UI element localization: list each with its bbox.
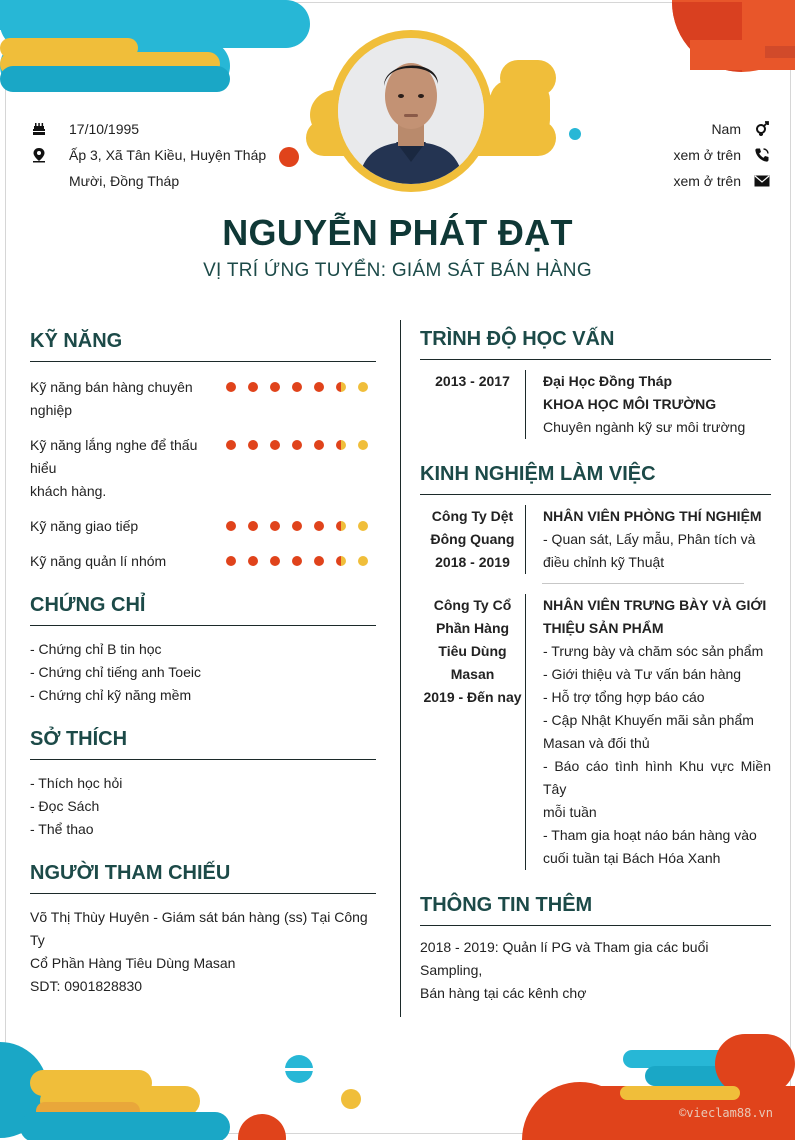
cake-icon — [30, 120, 48, 138]
references-title: NGƯỜI THAM CHIẾU — [30, 862, 376, 894]
job-entry — [420, 505, 771, 574]
extra-title: THÔNG TIN THÊM — [420, 894, 771, 926]
rating-dot — [226, 440, 236, 450]
rating-dot — [248, 382, 258, 392]
applied-position: VỊ TRÍ ỨNG TUYỂN: GIÁM SÁT BÁN HÀNG — [203, 260, 592, 281]
job-body — [525, 505, 771, 574]
extra-section — [420, 894, 771, 1005]
job-desc-line: Masan và đối thủ — [543, 735, 650, 751]
rating-dot — [336, 382, 346, 392]
list-item: - Thể thao — [30, 821, 94, 837]
rating-dot — [270, 440, 280, 450]
skill-rating — [226, 440, 368, 450]
skills-section — [30, 330, 376, 573]
education-entry — [420, 370, 771, 439]
rating-dot — [314, 521, 324, 531]
phone-value[interactable]: xem ở trên — [673, 147, 741, 163]
address-row — [30, 142, 280, 194]
gender-icon — [753, 120, 771, 138]
profile-photo — [338, 38, 484, 184]
skill-rating — [226, 556, 368, 566]
birthday-value: 17/10/1995 — [69, 121, 140, 137]
major-detail: Chuyên ngành kỹ sư môi trường — [543, 419, 746, 435]
candidate-name: NGUYỄN PHÁT ĐẠT — [222, 212, 573, 253]
bottom-right-decoration — [520, 1030, 795, 1140]
email-row — [571, 168, 771, 194]
rating-dot — [248, 521, 258, 531]
skill-row — [30, 376, 376, 422]
skill-label-line: khách hàng. — [30, 483, 107, 499]
certificates-section — [30, 594, 376, 707]
rating-dot — [226, 382, 236, 392]
list-item: - Chứng chỉ kỹ năng mềm — [30, 687, 192, 703]
jobs-list — [420, 505, 771, 870]
gender-row — [571, 116, 771, 142]
rating-dot — [270, 556, 280, 566]
job-role-line: THIỆU SẢN PHẨM — [543, 620, 664, 636]
top-right-decoration — [670, 0, 795, 95]
hobbies-title: SỞ THÍCH — [30, 728, 376, 760]
job-desc-line: - Giới thiệu và Tư vấn bán hàng — [543, 666, 742, 682]
contact-right — [571, 116, 771, 194]
rating-dot — [358, 521, 368, 531]
skill-label-line: Kỹ năng bán hàng chuyên — [30, 379, 193, 395]
rating-dot — [292, 382, 302, 392]
rating-dot — [248, 440, 258, 450]
skill-row — [30, 515, 376, 538]
skills-list — [30, 376, 376, 573]
job-entry — [420, 594, 771, 870]
skill-label — [30, 515, 226, 538]
education-body — [525, 370, 771, 439]
job-separator — [542, 583, 744, 584]
education-title: TRÌNH ĐỘ HỌC VẤN — [420, 328, 771, 360]
rating-dot — [270, 382, 280, 392]
right-column — [420, 328, 771, 1005]
rating-dot — [358, 382, 368, 392]
column-divider — [400, 320, 401, 1017]
avatar — [338, 38, 484, 184]
rating-dot — [292, 440, 302, 450]
job-company-line: 2019 - Đến nay — [423, 689, 522, 705]
rating-dot — [336, 440, 346, 450]
education-period: 2013 - 2017 — [435, 373, 510, 389]
rating-dot — [358, 556, 368, 566]
rating-dot — [358, 440, 368, 450]
address-line-2: Mười, Đồng Tháp — [69, 173, 180, 189]
rating-dot — [226, 521, 236, 531]
education-section — [420, 328, 771, 439]
skill-label-line: Kỹ năng lắng nghe để thấu hiểu — [30, 437, 198, 476]
list-item: - Thích học hỏi — [30, 775, 123, 791]
rating-dot — [314, 382, 324, 392]
job-company-line: Công Ty Cổ — [433, 597, 512, 613]
skill-row — [30, 550, 376, 573]
list-item: - Chứng chỉ tiếng anh Toeic — [30, 664, 201, 680]
job-company-line: Tiêu Dùng — [438, 643, 507, 659]
job-role-line: NHÂN VIÊN PHÒNG THÍ NGHIỆM — [543, 508, 762, 524]
job-role-line: NHÂN VIÊN TRƯNG BÀY VÀ GIỚI — [543, 597, 767, 613]
extra-line: 2018 - 2019: Quản lí PG và Tham gia các buổi Sampling, — [420, 939, 709, 978]
job-company — [420, 505, 525, 574]
mail-icon — [753, 172, 771, 190]
rating-dot — [336, 556, 346, 566]
skill-label-line: Kỹ năng giao tiếp — [30, 518, 139, 534]
rating-dot — [226, 556, 236, 566]
job-desc-line: - Quan sát, Lấy mẫu, Phân tích và — [543, 531, 756, 547]
skills-title: KỸ NĂNG — [30, 330, 376, 362]
rating-dot — [292, 556, 302, 566]
watermark: ©vieclam88.vn — [679, 1106, 773, 1120]
references-text — [30, 906, 376, 998]
experience-title: KINH NGHIỆM LÀM VIỆC — [420, 463, 771, 495]
gender-value: Nam — [711, 121, 741, 137]
major-name: KHOA HỌC MÔI TRƯỜNG — [543, 396, 717, 412]
job-company-line: Công Ty Dệt — [431, 508, 514, 524]
skill-label-line: Kỹ năng quản lí nhóm — [30, 553, 167, 569]
job-body — [525, 594, 771, 870]
job-company-line: 2018 - 2019 — [435, 554, 510, 570]
contact-left — [30, 116, 280, 194]
address-line-1: Ấp 3, Xã Tân Kiều, Huyện Tháp — [69, 147, 267, 163]
rating-dot — [248, 556, 258, 566]
list-item: - Đọc Sách — [30, 798, 100, 814]
job-desc-line: - Cập Nhật Khuyến mãi sản phẩm — [543, 712, 754, 728]
job-desc-line: - Tham gia hoạt náo bán hàng vào — [543, 827, 757, 843]
skill-rating — [226, 382, 368, 392]
list-item: - Chứng chỉ B tin học — [30, 641, 162, 657]
job-company-line: Đông Quang — [430, 531, 515, 547]
bottom-left-decoration — [0, 1030, 380, 1140]
phone-icon — [753, 146, 771, 164]
certificates-title: CHỨNG CHỈ — [30, 594, 376, 626]
skill-row — [30, 434, 376, 503]
school-name: Đại Học Đồng Tháp — [543, 373, 673, 389]
extra-text — [420, 936, 771, 1005]
rating-dot — [314, 556, 324, 566]
job-company — [420, 594, 525, 870]
skill-label-line: nghiệp — [30, 402, 73, 418]
job-desc-line: - Trưng bày và chăm sóc sản phẩm — [543, 643, 764, 659]
skill-label — [30, 376, 226, 422]
birthday-row — [30, 116, 280, 142]
location-icon — [30, 146, 48, 164]
reference-line: SDT: 0901828830 — [30, 978, 143, 994]
job-company-line: Phần Hàng — [435, 620, 510, 636]
experience-section — [420, 463, 771, 870]
reference-line: Võ Thị Thùy Huyên - Giám sát bán hàng (ss) Tại Công Ty — [30, 909, 368, 948]
hobbies-section — [30, 728, 376, 841]
left-column — [30, 330, 376, 998]
reference-line: Cổ Phần Hàng Tiêu Dùng Masan — [30, 955, 236, 971]
rating-dot — [314, 440, 324, 450]
extra-line: Bán hàng tại các kênh chợ — [420, 985, 587, 1001]
skill-rating — [226, 521, 368, 531]
skill-label — [30, 550, 226, 573]
job-desc-line: cuối tuần tại Bách Hóa Xanh — [543, 850, 721, 866]
rating-dot — [336, 521, 346, 531]
job-desc-line: - Báo cáo tình hình Khu vực Miền Tây — [543, 758, 771, 797]
phone-row — [571, 142, 771, 168]
job-desc-line: mỗi tuần — [543, 804, 597, 820]
email-value[interactable]: xem ở trên — [673, 173, 741, 189]
job-desc-line: điều chỉnh kỹ Thuật — [543, 554, 665, 570]
references-section — [30, 862, 376, 998]
rating-dot — [292, 521, 302, 531]
hobbies-list — [30, 772, 376, 841]
job-desc-line: - Hỗ trợ tổng hợp báo cáo — [543, 689, 705, 705]
certificates-list — [30, 638, 376, 707]
rating-dot — [270, 521, 280, 531]
skill-label — [30, 434, 226, 503]
job-company-line: Masan — [450, 666, 495, 682]
